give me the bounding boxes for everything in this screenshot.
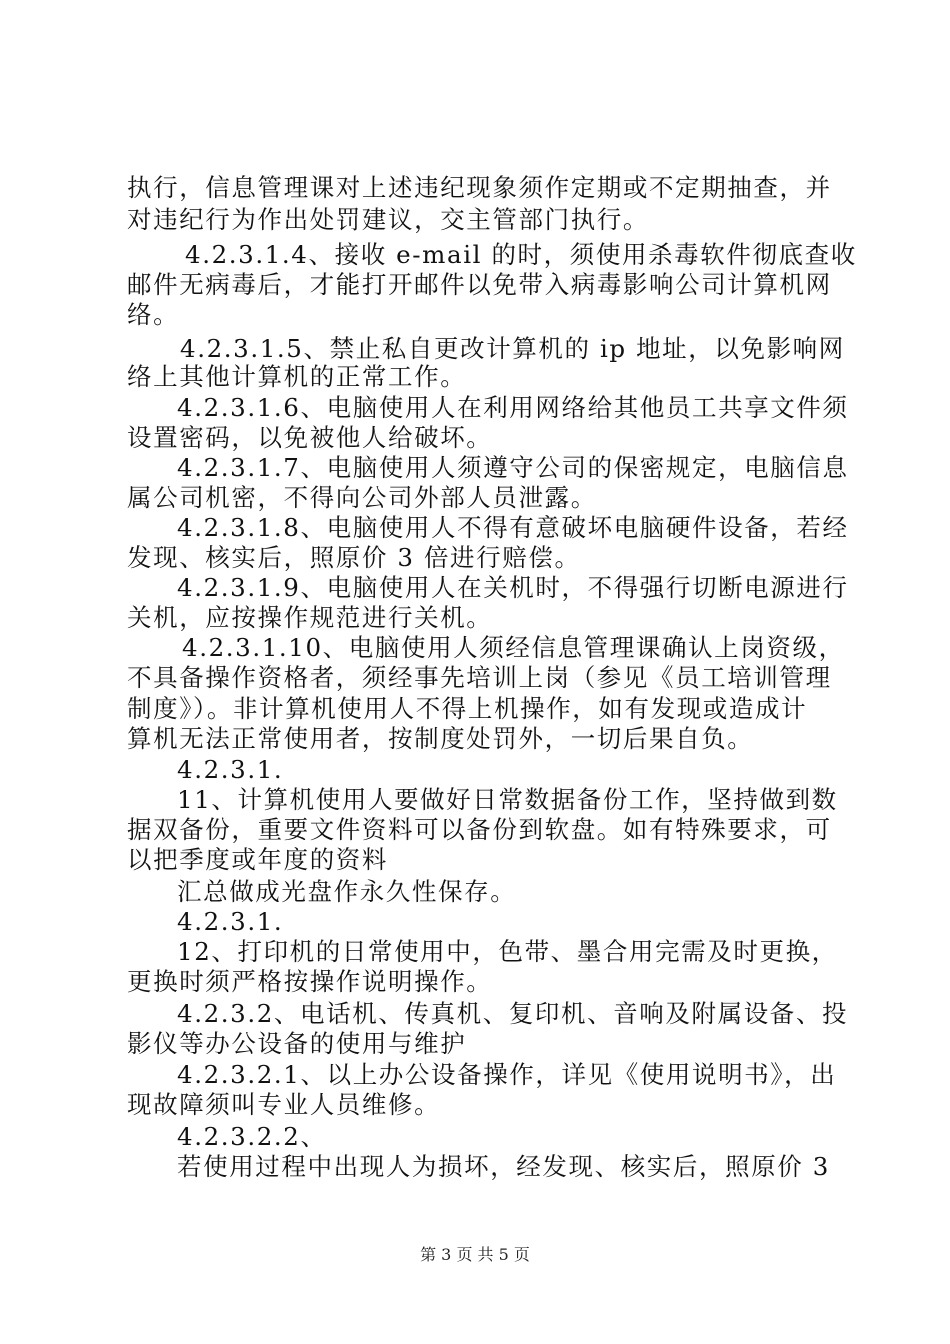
text-line: 4.2.3.1. (177, 755, 284, 784)
text-line: 4.2.3.1.7、电脑使用人须遵守公司的保密规定，电脑信息 (177, 453, 849, 482)
text-line: 属公司机密，不得向公司外部人员泄露。 (127, 483, 597, 512)
text-line: 4.2.3.1.9、电脑使用人在关机时，不得强行切断电源进行 (177, 573, 849, 602)
text-line: 4.2.3.1.5、禁止私自更改计算机的 ip 地址，以免影响网 (180, 334, 845, 363)
text-line: 络上其他计算机的正常工作。 (127, 362, 467, 391)
text-line: 4.2.3.1. (177, 907, 284, 936)
text-line: 12、打印机的日常使用中，色带、墨合用完需及时更换， (177, 937, 838, 966)
text-line: 执行，信息管理课对上述违纪现象须作定期或不定期抽查，并 (127, 173, 832, 202)
text-line: 据双备份，重要文件资料可以备份到软盘。如有特殊要求，可 (127, 815, 832, 844)
text-line: 不具备操作资格者，须经事先培训上岗（参见《员工培训管理 (127, 663, 832, 692)
text-line: 邮件无病毒后，才能打开邮件以免带入病毒影响公司计算机网 (127, 270, 832, 299)
text-line: 4.2.3.2、电话机、传真机、复印机、音响及附属设备、投 (177, 999, 849, 1028)
text-line: 对违纪行为作出处罚建议，交主管部门执行。 (127, 205, 649, 234)
text-line: 4.2.3.1.8、电脑使用人不得有意破坏电脑硬件设备，若经 (177, 513, 849, 542)
text-line: 汇总做成光盘作永久性保存。 (177, 877, 517, 906)
text-line: 若使用过程中出现人为损坏，经发现、核实后，照原价 3 (177, 1152, 830, 1181)
text-line: 设置密码，以免被他人给破坏。 (127, 423, 493, 452)
text-line: 更换时须严格按操作说明操作。 (127, 967, 493, 996)
text-line: 现故障须叫专业人员维修。 (127, 1090, 441, 1119)
text-line: 络。 (127, 300, 180, 329)
text-line: 4.2.3.2.1、以上办公设备操作，详见《使用说明书》，出 (177, 1060, 837, 1089)
text-line: 发现、核实后，照原价 3 倍进行赔偿。 (127, 543, 581, 572)
text-line: 算机无法正常使用者，按制度处罚外，一切后果自负。 (127, 724, 754, 753)
page-footer: 第 3 页 共 5 页 (420, 1245, 530, 1264)
text-line: 11、计算机使用人要做好日常数据备份工作，坚持做到数 (177, 785, 838, 814)
text-line: 4.2.3.1.4、接收 e-mail 的时，须使用杀毒软件彻底查收 (185, 240, 857, 269)
text-line: 4.2.3.1.10、电脑使用人须经信息管理课确认上岗资级， (182, 633, 845, 662)
text-line: 4.2.3.1.6、电脑使用人在利用网络给其他员工共享文件须 (177, 393, 849, 422)
text-line: 影仪等办公设备的使用与维护 (127, 1029, 467, 1058)
text-line: 制度》）。非计算机使用人不得上机操作，如有发现或造成计 (127, 694, 808, 723)
text-line: 以把季度或年度的资料 (127, 845, 388, 874)
text-line: 关机，应按操作规范进行关机。 (127, 603, 493, 632)
text-line: 4.2.3.2.2、 (177, 1122, 327, 1151)
